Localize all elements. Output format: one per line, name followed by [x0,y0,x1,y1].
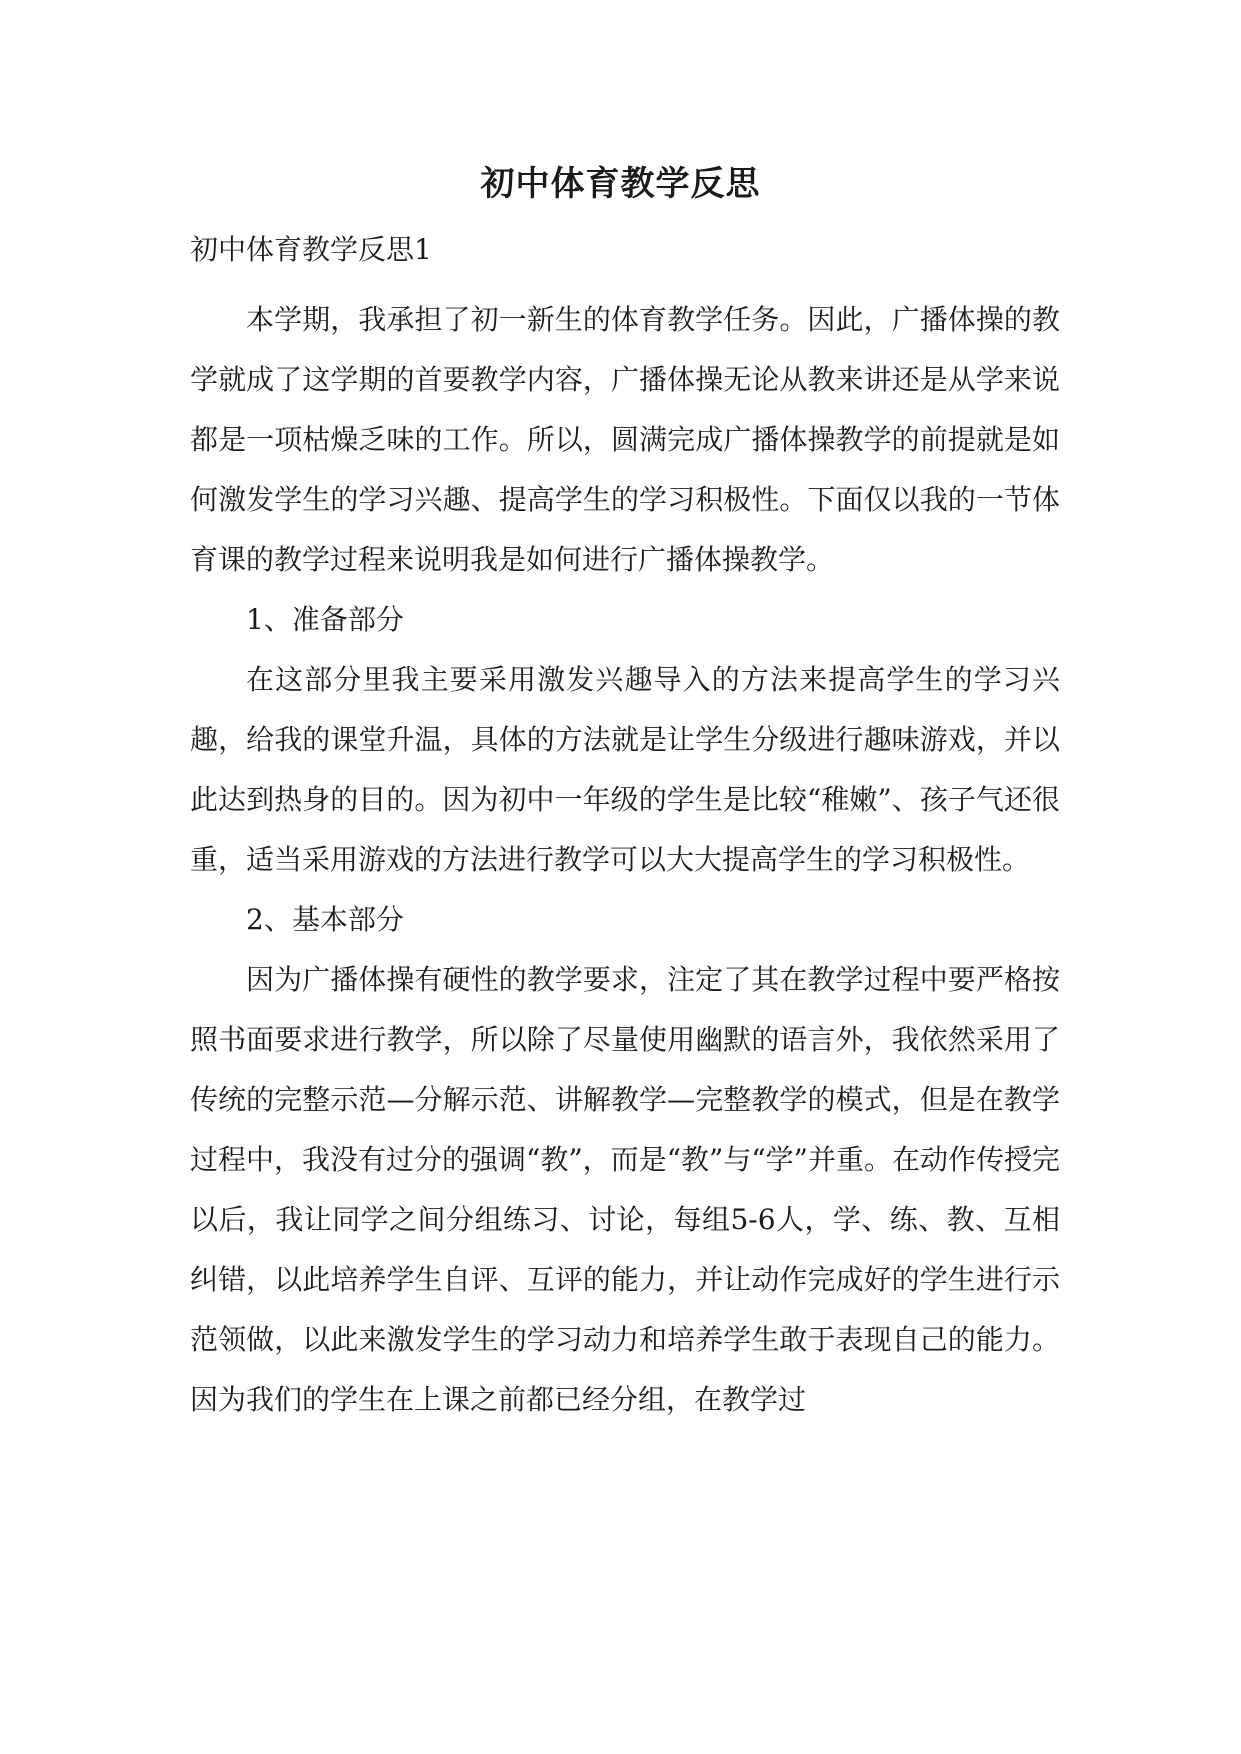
document-title: 初中体育教学反思 [480,164,761,204]
paragraph-basic: 因为广播体操有硬性的教学要求，注定了其在教学过程中要严格按照书面要求进行教学，所以除了尽量使用幽默的语言外，我依然采用了传统的完整示范—分解示范、讲解教学—完整教学的模式，但是在教学过程中，我没有过分的强调“教”，而是“教”与“学”并重。在动作传授完以后，我让同学之间分组练习、讨论，每组5-6人，学、练、教、互相纠错，以此培养学生自评、互评的能力，并让动作完成好的学生进行示范领做，以此来激发学生的学习动力和培养学生敢于表现自己的能力。因为我们的学生在上课之前都已经分组，在教学过 [190,963,1060,1416]
paragraph-preparation: 在这部分里我主要采用激发兴趣导入的方法来提高学生的学习兴趣，给我的课堂升温，具体的方法就是让学生分级进行趣味游戏，并以此达到热身的目的。因为初中一年级的学生是比较“稚嫩”、孩子气还很重，适当采用游戏的方法进行教学可以大大提高学生的学习积极性。 [190,663,1060,876]
document-body [190,290,1060,1430]
paragraph-heading-preparation: 1、准备部分 [246,603,404,636]
paragraph-heading-basic: 2、基本部分 [246,903,404,936]
section-heading: 初中体育教学反思1 [190,233,432,266]
paragraph-intro: 本学期，我承担了初一新生的体育教学任务。因此，广播体操的教学就成了这学期的首要教学内容，广播体操无论从教来讲还是从学来说都是一项枯燥乏味的工作。所以，圆满完成广播体操教学的前提就是如何激发学生的学习兴趣、提高学生的学习积极性。下面仅以我的一节体育课的教学过程来说明我是如何进行广播体操教学。 [190,303,1060,576]
